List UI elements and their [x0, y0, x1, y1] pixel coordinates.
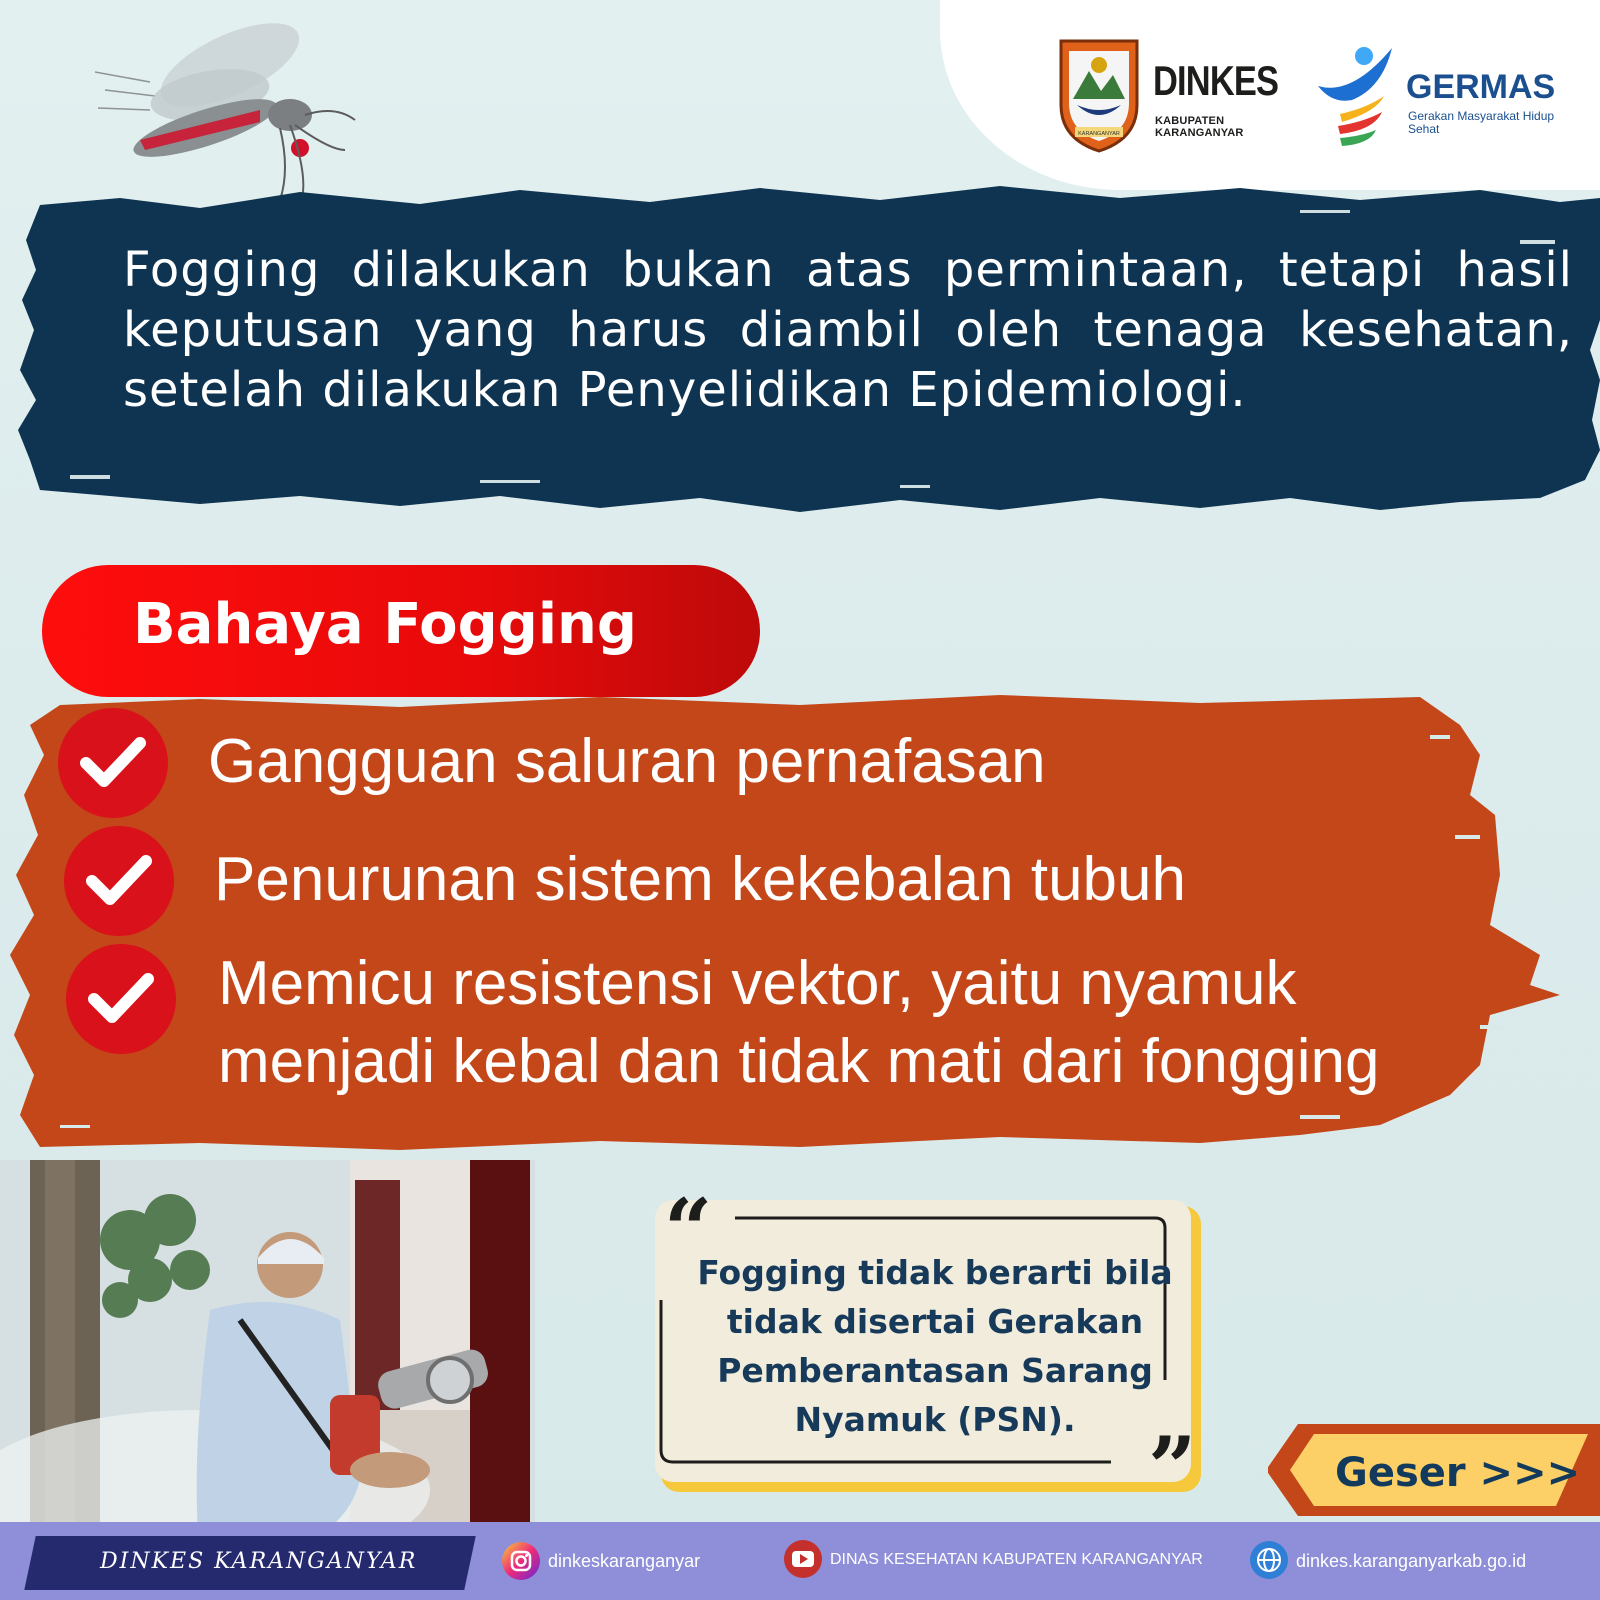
check-badge: [64, 826, 174, 936]
dinkes-logo-name: DINKES: [1153, 57, 1279, 104]
svg-text:KARANGANYAR: KARANGANYAR: [1078, 131, 1120, 137]
karanganyar-crest-icon: [1055, 35, 1143, 153]
youtube-link[interactable]: DINAS KESEHATAN KABUPATEN KARANGANYAR: [830, 1551, 1203, 1568]
check-badge: [66, 944, 176, 1054]
quote-text: Fogging tidak berarti bila tidak disertai Gerakan Pemberantasan Sarang Nyamuk (PSN).: [697, 1253, 1173, 1439]
dinkes-logo: [1055, 35, 1305, 155]
check-badge: [58, 708, 168, 818]
youtube-icon[interactable]: [784, 1540, 822, 1578]
instagram-icon[interactable]: [502, 1542, 540, 1580]
danger-item-line-1: Memicu resistensi vektor, yaitu nyamuk: [218, 949, 1297, 1018]
danger-item: Penurunan sistem kekebalan tubuh: [214, 845, 1186, 914]
quote-open-mark-icon: “: [664, 1180, 713, 1279]
germas-figure-icon: [1312, 38, 1407, 153]
danger-item: Gangguan saluran pernafasan: [208, 727, 1046, 796]
danger-item-line-2: menjadi kebal dan tidak mati dari fongging: [218, 1027, 1380, 1096]
globe-icon[interactable]: [1250, 1541, 1288, 1579]
quote-close-mark-icon: ”: [1148, 1418, 1197, 1517]
fogging-worker-photo: [0, 1160, 535, 1560]
germas-logo: [1312, 38, 1572, 158]
checkmark-icon: [86, 853, 152, 907]
germas-logo-name: GERMAS: [1406, 68, 1556, 106]
footer-brand: DINKES KARANGANYAR: [100, 1549, 418, 1574]
checkmark-icon: [80, 735, 146, 789]
instagram-link[interactable]: dinkeskaranganyar: [548, 1551, 701, 1571]
next-slide-label[interactable]: Geser >>>: [1335, 1450, 1581, 1496]
website-link[interactable]: dinkes.karanganyarkab.go.id: [1296, 1551, 1527, 1571]
germas-logo-tagline: Gerakan Masyarakat Hidup Sehat: [1408, 109, 1555, 136]
dinkes-logo-subtitle: KABUPATEN KARANGANYAR: [1155, 115, 1244, 139]
intro-statement: Fogging dilakukan bukan atas permintaan, tetapi hasil keputusan yang harus diambil oleh tenaga kesehatan, setelah dilakukan Penyelidikan Epidemiologi.: [123, 242, 1573, 418]
danger-title: Bahaya Fogging: [133, 592, 637, 657]
checkmark-icon: [88, 971, 154, 1025]
